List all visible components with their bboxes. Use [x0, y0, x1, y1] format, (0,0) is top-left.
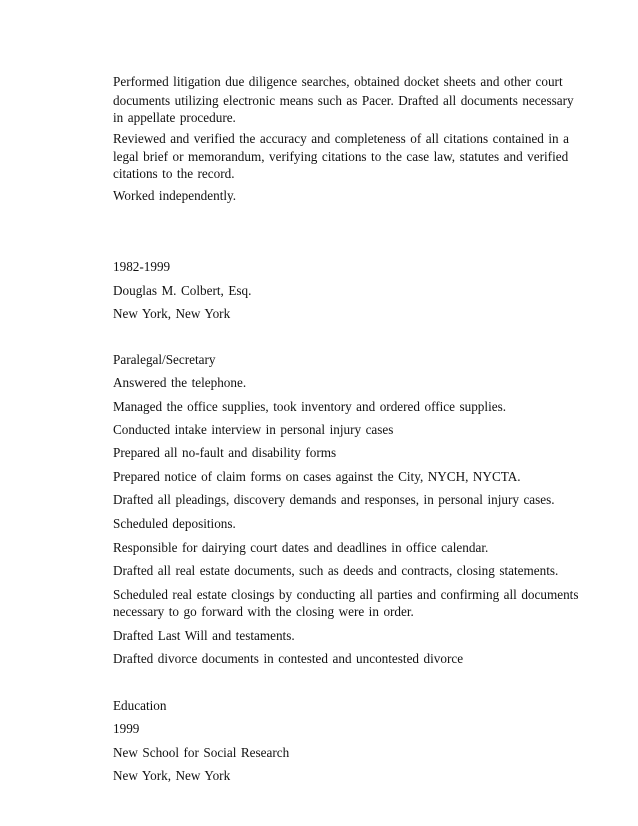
education-heading: Education [113, 698, 167, 713]
intro-para1-line1: Performed litigation due diligence searches, obtained docket sheets and other court [113, 74, 563, 89]
job-duty: Drafted divorce documents in contested and uncontested divorce [113, 651, 464, 666]
job-dates: 1982-1999 [113, 259, 171, 274]
job-duty: Prepared notice of claim forms on cases against the City, NYCH, NYCTA. [113, 469, 521, 484]
job-duty: Responsible for dairying court dates and deadlines in office calendar. [113, 540, 489, 555]
job-duty: Conducted intake interview in personal injury cases [113, 422, 394, 437]
job-duty: Scheduled depositions. [113, 516, 236, 531]
job-employer: Douglas M. Colbert, Esq. [113, 283, 252, 298]
job-title: Paralegal/Secretary [113, 352, 216, 367]
job-duty: Scheduled real estate closings by conducting all parties and confirming all documents [113, 587, 579, 602]
job-duty: Drafted all pleadings, discovery demands and responses, in personal injury cases. [113, 492, 555, 507]
job-duty: Prepared all no-fault and disability forms [113, 445, 337, 460]
intro-para2-line2: legal brief or memorandum, verifying citations to the case law, statutes and verified [113, 149, 569, 164]
intro-para1-line3: in appellate procedure. [113, 110, 236, 125]
intro-para2-line1: Reviewed and verified the accuracy and completeness of all citations contained in a [113, 131, 570, 146]
education-school: New School for Social Research [113, 745, 290, 760]
intro-para3: Worked independently. [113, 188, 237, 203]
job-location: New York, New York [113, 306, 231, 321]
job-duty: Answered the telephone. [113, 375, 247, 390]
intro-para1-line2: documents utilizing electronic means such as Pacer. Drafted all documents necessary [113, 93, 574, 108]
education-year: 1999 [113, 721, 140, 736]
job-duty: Drafted Last Will and testaments. [113, 628, 295, 643]
intro-para2-line3: citations to the record. [113, 166, 235, 181]
job-duty: Drafted all real estate documents, such as deeds and contracts, closing statements. [113, 563, 559, 578]
job-duty: Managed the office supplies, took inventory and ordered office supplies. [113, 399, 507, 414]
education-location: New York, New York [113, 768, 231, 783]
job-duty: necessary to go forward with the closing were in order. [113, 604, 414, 619]
